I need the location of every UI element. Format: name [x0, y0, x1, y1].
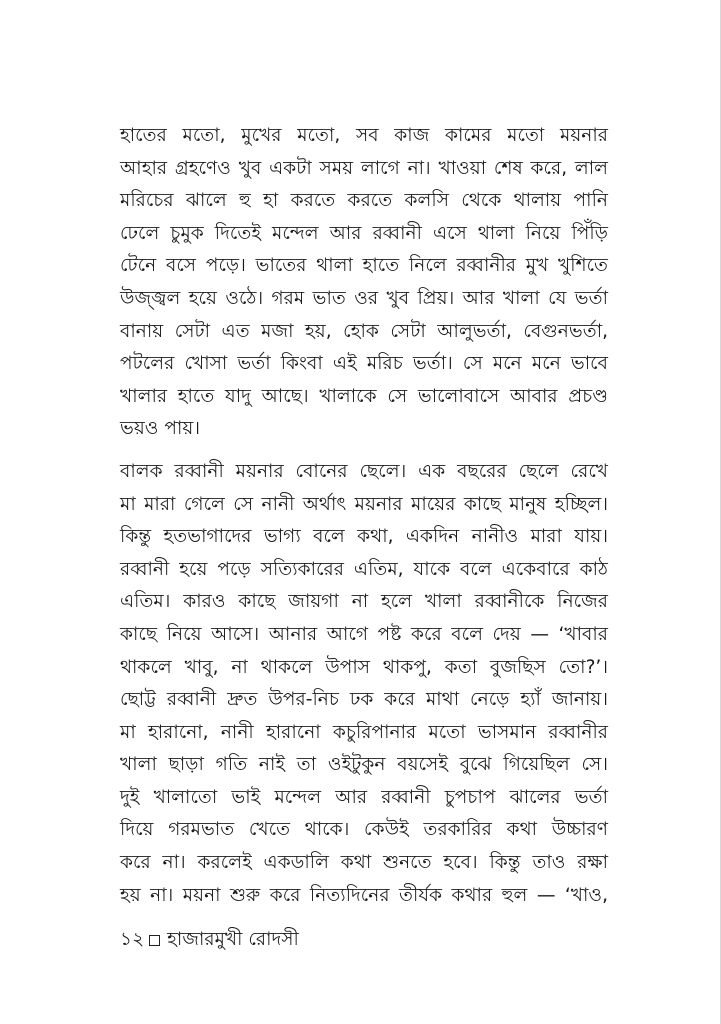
text-line: হাতের মতো, মুখের মতো, সব কাজ কামের মতো ময়নার: [120, 125, 608, 146]
text-line: ছোট্ট রব্বানী দ্রুত উপর-নিচ ঢক করে মাথা নেড়ে হ্যাঁ জানায়।: [120, 689, 608, 711]
text-line: বানায় সেটা এত মজা হয়, হোক সেটা আলুভর্তা, বেগুনভর্তা,: [120, 320, 608, 342]
text-line: মা মারা গেলে সে নানী অর্থাৎ ময়নার মায়ের কাছে মানুষ হচ্ছিল।: [120, 493, 608, 515]
text-line: কিন্তু হতভাগাদের ভাগ্য বলে কথা, একদিন নানীও মারা যায়।: [120, 526, 608, 548]
page-number: ১২: [120, 929, 145, 950]
page-footer: [120, 925, 299, 955]
text-line: করে না। করলেই একডালি কথা শুনতে হবে। কিন্তু তাও রক্ষা: [120, 852, 608, 874]
text-line: থাকলে খাবু, না থাকলে উপাস থাকপু, কতা বুজছিস তো?’।: [120, 656, 608, 678]
text-line: উজ্জ্বল হয়ে ওঠে। গরম ভাত ওর খুব প্রিয়। আর খালা যে ভর্তা: [120, 287, 608, 309]
text-line: পটলের খোসা ভর্তা কিংবা এই মরিচ ভর্তা। সে মনে মনে ভাবে: [120, 353, 608, 375]
text-line: হয় না। ময়না শুরু করে নিত্যদিনের তীর্যক কথার হুল — ‘খাও,: [120, 884, 608, 906]
square-separator-icon: [149, 935, 160, 946]
text-line: খালার হাতে যাদু আছে। খালাকে সে ভালোবাসে আবার প্রচণ্ড: [120, 385, 608, 407]
text-line: ভয়ও পায়।: [120, 418, 201, 440]
text-line: দিয়ে গরমভাত খেতে থাকে। কেউই তরকারির কথা উচ্চারণ: [120, 819, 608, 841]
text-line: খালা ছাড়া গতি নাই তা ওইটুকুন বয়সেই বুঝে গিয়েছিল সে।: [120, 754, 608, 776]
text-line: আহার গ্রহণেও খুব একটা সময় লাগে না। খাওয়া শেষ করে, লাল: [120, 157, 608, 179]
text-line: কাছে নিয়ে আসে। আনার আগে পষ্ট করে বলে দেয় — ‘খাবার: [120, 623, 608, 645]
text-line: ঢেলে চুমুক দিতেই মন্দেল আর রব্বানী এসে থালা নিয়ে পিঁড়ি: [120, 222, 608, 244]
text-line: মরিচের ঝালে হু হা করতে করতে কলসি থেকে থালায় পানি: [120, 190, 608, 212]
paragraph-gap: [120, 446, 608, 456]
text-line: দুই খালাতো ভাই মন্দেল আর রব্বানী চুপচাপ ঝালের ভর্তা: [120, 786, 608, 808]
text-line: টেনে বসে পড়ে। ভাতের থালা হাতে নিলে রব্বানীর মুখ খুশিতে: [120, 255, 608, 277]
text-line: এতিম। কারও কাছে জায়গা না হলে খালা রব্বানীকে নিজের: [120, 591, 608, 613]
book-title: হাজারমুখী রোদসী: [167, 929, 299, 950]
text-line: মা হারানো, নানী হারানো কচুরিপানার মতো ভাসমান রব্বানীর: [120, 721, 608, 743]
text-line: রব্বানী হয়ে পড়ে সত্যিকারের এতিম, যাকে বলে একেবারে কাঠ: [120, 558, 608, 580]
body-text: [120, 120, 608, 912]
text-line: বালক রব্বানী ময়নার বোনের ছেলে। এক বছরের ছেলে রেখে: [120, 460, 608, 482]
